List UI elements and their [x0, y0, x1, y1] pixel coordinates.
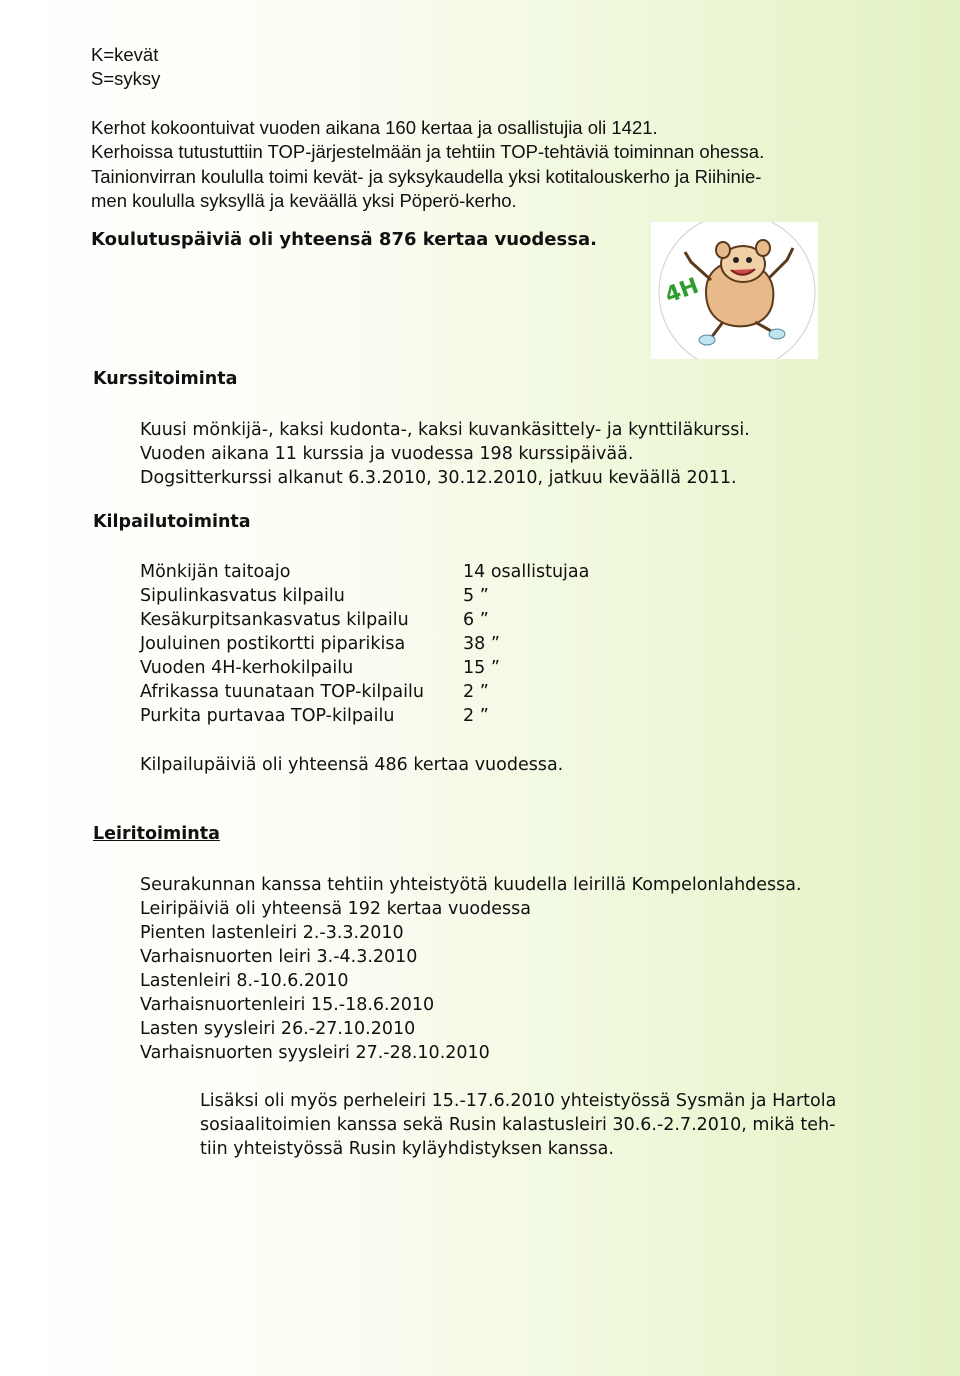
competitions-heading: Kilpailutoiminta — [93, 512, 251, 532]
competition-name: Jouluinen postikortti piparikisa — [140, 634, 406, 654]
courses-heading: Kurssitoiminta — [93, 369, 238, 389]
clubs-line: Kerhoissa tutustuttiin TOP-järjestelmään ja tehtiin TOP-tehtäviä toiminnan ohessa. — [91, 141, 765, 163]
clubs-line: Kerhot kokoontuivat vuoden aikana 160 kertaa ja osallistujia oli 1421. — [91, 117, 658, 138]
competition-count: 6 ” — [463, 610, 489, 630]
camps-line: Lastenleiri 8.-10.6.2010 — [140, 971, 349, 991]
table-row — [140, 632, 589, 656]
competition-name: Purkita purtavaa TOP-kilpailu — [140, 706, 395, 726]
camps-line: Varhaisnuorten syysleiri 27.-28.10.2010 — [140, 1043, 490, 1063]
camps-line: Leiripäiviä oli yhteensä 192 kertaa vuodessa — [140, 899, 531, 919]
competition-count: 5 ” — [463, 586, 489, 606]
competition-name: Sipulinkasvatus kilpailu — [140, 586, 345, 606]
camps-block — [140, 873, 802, 1065]
camps-line: Seurakunnan kanssa tehtiin yhteistyötä kuudella leirillä Kompelonlahdessa. — [140, 875, 802, 895]
4h-logo-image — [651, 222, 818, 359]
camps-extra-paragraph — [200, 1089, 836, 1161]
camps-extra-line: Lisäksi oli myös perheleiri 15.-17.6.2010 yhteistyössä Sysmän ja Hartola — [200, 1091, 837, 1111]
competition-name: Vuoden 4H-kerhokilpailu — [140, 658, 354, 678]
competition-name: Afrikassa tuunataan TOP-kilpailu — [140, 682, 424, 702]
competition-count: 14 osallistujaa — [463, 562, 590, 582]
legend-spring: K=kevät — [91, 44, 159, 65]
4h-mascot-icon — [651, 222, 818, 359]
training-days-summary: Koulutuspäiviä oli yhteensä 876 kertaa vuodessa. — [91, 229, 597, 250]
table-row — [140, 656, 589, 680]
camps-line: Lasten syysleiri 26.-27.10.2010 — [140, 1019, 416, 1039]
competition-count: 38 ” — [463, 634, 500, 654]
table-row — [140, 680, 589, 704]
clubs-paragraph — [91, 116, 831, 213]
competition-days-summary: Kilpailupäiviä oli yhteensä 486 kertaa vuodessa. — [140, 755, 564, 775]
camps-extra-line: tiin yhteistyössä Rusin kyläyhdistyksen kanssa. — [200, 1139, 614, 1159]
courses-line: Kuusi mönkijä-, kaksi kudonta-, kaksi kuvankäsittely- ja kynttiläkurssi. — [140, 420, 750, 440]
table-row — [140, 560, 589, 584]
camps-heading: Leiritoiminta — [93, 824, 220, 844]
table-row — [140, 608, 589, 632]
competition-count: 2 ” — [463, 682, 489, 702]
clubs-line: Tainionvirran koululla toimi kevät- ja syksykaudella yksi kotitalouskerho ja Riihinie- — [91, 165, 762, 187]
competition-count: 15 ” — [463, 658, 500, 678]
camps-line: Pienten lastenleiri 2.-3.3.2010 — [140, 923, 404, 943]
camps-line: Varhaisnuorten leiri 3.-4.3.2010 — [140, 947, 418, 967]
courses-line: Vuoden aikana 11 kurssia ja vuodessa 198 kurssipäivää. — [140, 444, 634, 464]
legend-autumn: S=syksy — [91, 68, 161, 89]
competition-count: 2 ” — [463, 706, 489, 726]
table-row — [140, 584, 589, 608]
courses-block — [140, 418, 750, 490]
table-row — [140, 704, 589, 728]
camps-line: Varhaisnuortenleiri 15.-18.6.2010 — [140, 995, 435, 1015]
camps-extra-line: sosiaalitoimien kanssa sekä Rusin kalastusleiri 30.6.-2.7.2010, mikä teh- — [200, 1115, 836, 1135]
season-legend — [91, 43, 160, 91]
competition-name: Mönkijän taitoajo — [140, 562, 291, 582]
competition-name: Kesäkurpitsankasvatus kilpailu — [140, 610, 409, 630]
4h-logo-text: 4H — [661, 273, 703, 309]
clubs-line: men koululla syksyllä ja keväällä yksi Pöperö-kerho. — [91, 189, 517, 211]
courses-line: Dogsitterkurssi alkanut 6.3.2010, 30.12.2010, jatkuu keväällä 2011. — [140, 468, 737, 488]
competitions-table — [140, 560, 589, 728]
